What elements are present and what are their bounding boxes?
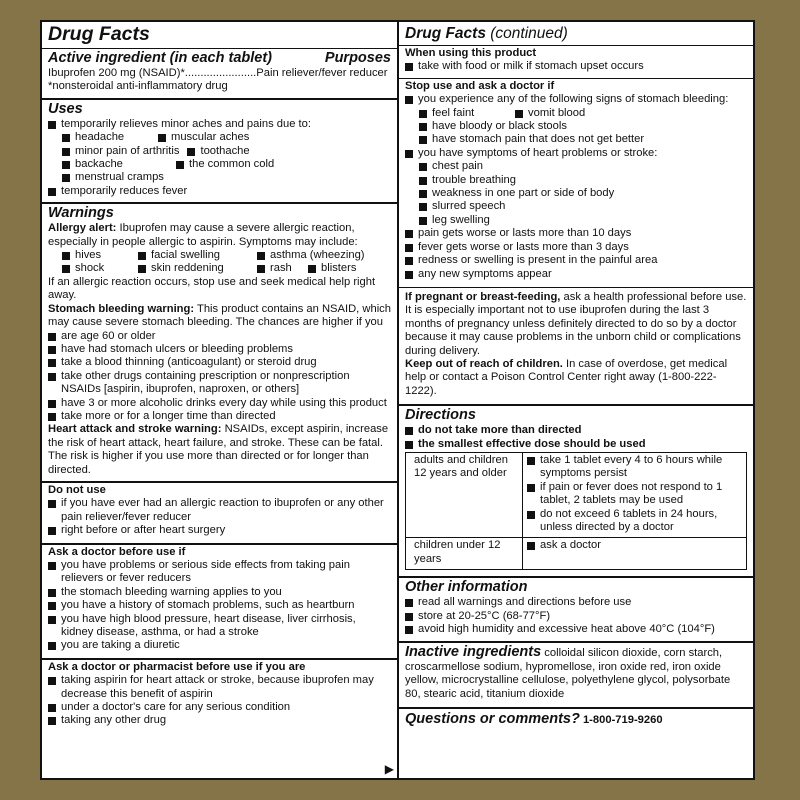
allergy-alert xyxy=(48,222,391,249)
active-ingredient-line: Ibuprofen 200 mg (NSAID)*.......................Pain reliever/fever reducer xyxy=(48,67,388,79)
pregnancy-warning xyxy=(405,291,747,358)
questions-phone: 1-800-719-9260 xyxy=(579,714,663,727)
active-ingredient-section xyxy=(42,48,397,98)
stop-use-item: any new symptoms appear xyxy=(405,268,747,281)
uses-heading: Uses xyxy=(48,100,83,117)
ask-doctor-item: you are taking a diuretic xyxy=(48,639,391,652)
dosage-item: take 1 tablet every 4 to 6 hours while symptoms persist xyxy=(527,454,742,481)
stomach-item: take more or for a longer time than directed xyxy=(48,410,391,423)
inactive-ingredients-text: colloidal silicon dioxide, corn starch, croscarmellose sodium, hypromellose, iron oxide red, iron oxide yellow, microcrystalline cellulose, polyethylene glycol, polysorbate 80, stearic acid, titanium dioxide xyxy=(405,647,731,700)
do-not-use-section xyxy=(42,481,397,543)
warnings-heading: Warnings xyxy=(48,205,114,222)
dosage-instructions-adults xyxy=(523,452,747,537)
allergy-alert-label: Allergy alert: xyxy=(48,222,117,235)
stop-use-item: fever gets worse or lasts more than 3 days xyxy=(405,241,747,254)
continued-title xyxy=(405,24,747,43)
uses-item: headache xyxy=(62,131,150,144)
heart-symptom-item: weakness in one part or side of body xyxy=(419,187,747,200)
uses-item: backache xyxy=(62,158,168,171)
do-not-use-heading: Do not use xyxy=(48,483,106,496)
stomach-item: take other drugs containing prescription or nonprescription NSAIDs [aspirin, ibuprofen, naproxen, or others] xyxy=(48,370,391,397)
table-row xyxy=(406,538,747,570)
ask-doctor-item: you have a history of stomach problems, such as heartburn xyxy=(48,599,391,612)
pregnancy-text: ask a health professional before use. It is especially important not to use ibuprofen during the last 3 months of pregnancy unless definitely directed to do so by a doctor because it may cause problems in the unborn child or complications during delivery. xyxy=(405,290,747,357)
symptom-item: hives xyxy=(62,249,130,262)
stomach-warning-label: Stomach bleeding warning: xyxy=(48,302,195,315)
ask-pharmacist-item: taking aspirin for heart attack or stroke, because ibuprofen may decrease this benefit of aspirin xyxy=(48,674,391,701)
bleeding-item: have stomach pain that does not get better xyxy=(419,133,747,146)
ask-doctor-section xyxy=(42,543,397,658)
heart-warning-text: NSAIDs, except aspirin, increase the risk of heart attack, heart failure, and stroke. These can be fatal. The risk is higher if you use more than directed or for longer than directed. xyxy=(48,423,389,476)
heart-symptom-item: trouble breathing xyxy=(419,174,747,187)
ask-pharmacist-section xyxy=(42,658,397,778)
left-column xyxy=(42,22,399,778)
other-info-item: store at 20-25°C (68-77°F) xyxy=(405,610,747,623)
when-using-heading: When using this product xyxy=(405,47,537,59)
stop-use-heading: Stop use and ask a doctor if xyxy=(405,79,555,92)
uses-item: minor pain of arthritis xyxy=(62,145,179,158)
when-using-item: take with food or milk if stomach upset occurs xyxy=(405,60,747,73)
uses-intro: temporarily relieves minor aches and pains due to: xyxy=(48,118,391,131)
symptom-item: blisters xyxy=(308,262,356,275)
allergy-alert-text: Ibuprofen may cause a severe allergic reaction, especially in people allergic to aspirin. Symptoms may include: xyxy=(48,222,358,248)
ask-pharmacist-item: under a doctor's care for any serious condition xyxy=(48,701,391,714)
dosage-age-children: children under 12 years xyxy=(406,538,523,570)
table-row xyxy=(406,452,747,537)
right-column xyxy=(399,22,753,778)
continued-header xyxy=(399,22,753,45)
other-info-heading: Other information xyxy=(405,579,528,596)
directions-section xyxy=(399,404,753,576)
ask-doctor-item: the stomach bleeding warning applies to you xyxy=(48,586,391,599)
uses-item: muscular aches xyxy=(158,131,264,144)
heart-warning xyxy=(48,423,391,477)
questions-section xyxy=(399,707,753,778)
continued-title-main: Drug Facts xyxy=(405,25,486,42)
inactive-ingredients-heading: Inactive ingredients xyxy=(405,644,542,661)
uses-item: the common cold xyxy=(176,158,274,171)
when-using-section xyxy=(399,45,753,78)
dosage-item: do not exceed 6 tablets in 24 hours, unless directed by a doctor xyxy=(527,508,742,535)
symptom-item: rash xyxy=(257,262,300,275)
pregnancy-label: If pregnant or breast-feeding, xyxy=(405,290,561,303)
bleeding-intro: you experience any of the following signs of stomach bleeding: xyxy=(405,93,747,106)
pregnancy-section xyxy=(399,287,753,404)
inactive-ingredients-section xyxy=(399,641,753,707)
bleeding-item: feel faint xyxy=(419,107,507,120)
symptom-item: skin reddening xyxy=(138,262,249,275)
heart-symptom-item: chest pain xyxy=(419,160,747,173)
bleeding-item: vomit blood xyxy=(515,107,610,120)
other-info-section xyxy=(399,576,753,641)
directions-heading: Directions xyxy=(405,407,476,424)
uses-section xyxy=(42,98,397,202)
keep-out-text: In case of overdose, get medical help or contact a Poison Control Center right away (1-800-222-1222). xyxy=(405,357,728,397)
heart-symptom-item: slurred speech xyxy=(419,200,747,213)
do-not-use-item: right before or after heart surgery xyxy=(48,524,391,537)
continued-title-suffix: (continued) xyxy=(485,25,568,42)
questions-heading: Questions or comments? xyxy=(405,711,580,728)
symptom-item: facial swelling xyxy=(138,249,249,262)
active-ingredient-heading: Active ingredient (in each tablet) xyxy=(48,50,272,66)
stomach-warning-text: This product contains an NSAID, which may cause severe stomach bleeding. The chances are higher if you xyxy=(48,302,391,329)
do-not-use-item: if you have ever had an allergic reaction to ibuprofen or any other pain reliever/fever reducer xyxy=(48,497,391,524)
directions-rule: the smallest effective dose should be used xyxy=(405,438,747,451)
uses-list xyxy=(48,131,391,185)
stomach-item: have had stomach ulcers or bleeding problems xyxy=(48,343,391,356)
active-ingredient-note: *nonsteroidal anti-inflammatory drug xyxy=(48,80,228,93)
uses-item: toothache xyxy=(187,145,275,158)
heart-intro: you have symptoms of heart problems or stroke: xyxy=(405,147,747,160)
stop-use-item: pain gets worse or lasts more than 10 days xyxy=(405,227,747,240)
dosage-age-adults: adults and children 12 years and older xyxy=(406,452,523,537)
stomach-warning xyxy=(48,303,391,330)
purposes-heading: Purposes xyxy=(324,50,391,66)
dosage-instructions-children xyxy=(523,538,747,570)
dosage-item: ask a doctor xyxy=(527,539,742,552)
symptom-item: asthma (wheezing) xyxy=(257,249,365,262)
drug-facts-header xyxy=(42,22,397,48)
stomach-item: are age 60 or older xyxy=(48,330,391,343)
ask-doctor-item: you have high blood pressure, heart disease, liver cirrhosis, kidney disease, asthma, or had a stroke xyxy=(48,613,391,640)
heart-symptom-item: leg swelling xyxy=(419,214,747,227)
warnings-section xyxy=(42,202,397,481)
uses-fever: temporarily reduces fever xyxy=(48,185,391,198)
symptoms-list xyxy=(48,249,391,276)
directions-rule: do not take more than directed xyxy=(405,424,747,437)
keep-out-warning xyxy=(405,358,747,398)
bleeding-item: have bloody or black stools xyxy=(419,120,567,133)
stomach-item: take a blood thinning (anticoagulant) or steroid drug xyxy=(48,356,391,369)
allergy-after: If an allergic reaction occurs, stop use and seek medical help right away. xyxy=(48,275,376,302)
page-title: Drug Facts xyxy=(48,23,150,45)
uses-item: menstrual cramps xyxy=(62,171,164,184)
stomach-item: have 3 or more alcoholic drinks every day while using this product xyxy=(48,397,391,410)
symptom-item: shock xyxy=(62,262,130,275)
heart-warning-label: Heart attack and stroke warning: xyxy=(48,423,222,436)
continue-arrow-icon: ▶ xyxy=(384,761,394,776)
ask-pharmacist-item: taking any other drug xyxy=(48,714,391,727)
stop-use-item: redness or swelling is present in the painful area xyxy=(405,254,747,267)
other-info-item: read all warnings and directions before use xyxy=(405,596,747,609)
keep-out-label: Keep out of reach of children. xyxy=(405,357,563,370)
other-info-item: avoid high humidity and excessive heat above 40°C (104°F) xyxy=(405,623,747,636)
bleeding-list xyxy=(405,107,747,134)
drug-facts-label xyxy=(40,20,755,780)
dosage-table xyxy=(405,452,747,570)
stop-use-section xyxy=(399,78,753,287)
dosage-item: if pain or fever does not respond to 1 tablet, 2 tablets may be used xyxy=(527,481,742,508)
ask-doctor-heading: Ask a doctor before use if xyxy=(48,545,186,558)
ask-pharmacist-heading: Ask a doctor or pharmacist before use if you are xyxy=(48,660,306,673)
ask-doctor-item: you have problems or serious side effects from taking pain relievers or fever reducers xyxy=(48,559,391,586)
